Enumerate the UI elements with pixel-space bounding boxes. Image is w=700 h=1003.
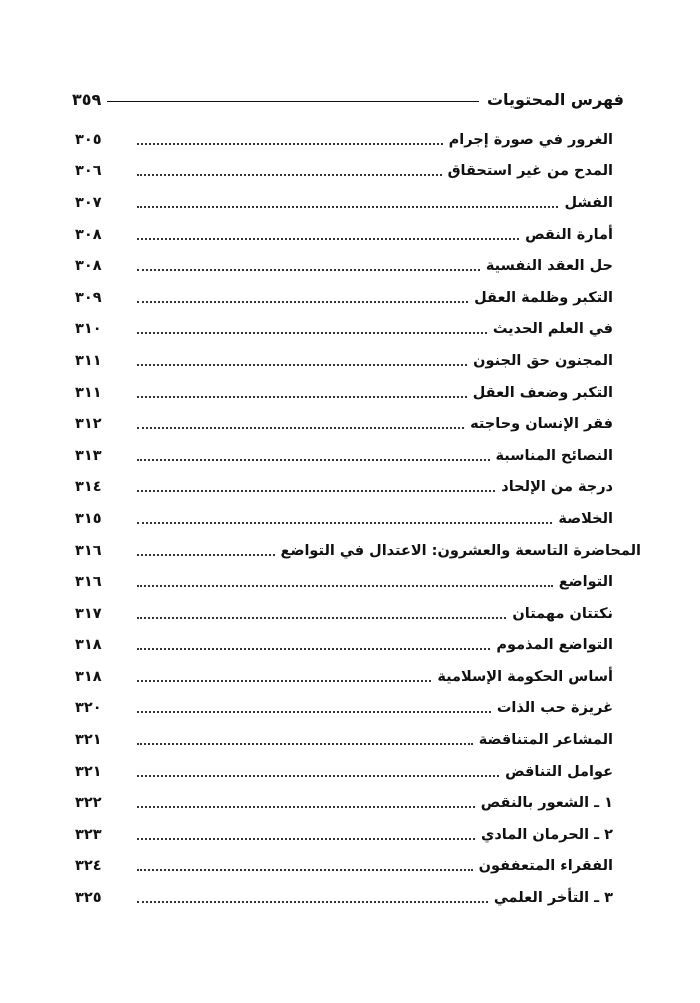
entry-title: المحاضرة التاسعة والعشرون: الاعتدال في التواضع (280, 542, 641, 559)
dot-leader (137, 427, 464, 429)
toc-entry (75, 219, 641, 251)
entry-page-number: ٣١٢ (75, 416, 102, 433)
dot-leader (137, 743, 473, 745)
entry-title: غريزة حب الذات (496, 700, 613, 717)
entry-page-number: ٣٢٣ (75, 826, 102, 843)
dot-leader (137, 585, 553, 587)
toc-entry (75, 630, 641, 662)
entry-title: التكبر وضعف العقل (472, 384, 613, 401)
entry-title: النصائح المناسبة (495, 447, 613, 464)
dot-leader (137, 554, 275, 556)
toc-entry (75, 756, 641, 788)
entry-page-number: ٣٠٨ (75, 226, 102, 243)
dot-leader (137, 206, 558, 208)
toc-entry (75, 819, 641, 851)
dot-leader (137, 711, 491, 713)
entry-page-number: ٣٠٥ (75, 131, 102, 148)
dot-leader (137, 269, 480, 271)
toc-entry (75, 724, 641, 756)
entry-title: أمارة النقص (525, 226, 613, 243)
entry-title: التكبر وظلمة العقل (474, 289, 613, 306)
entry-title: الفقراء المتعففون (478, 858, 613, 875)
entry-page-number: ٣١٠ (75, 321, 102, 338)
table-of-contents (75, 124, 641, 914)
dot-leader (137, 838, 475, 840)
entry-title: أساس الحكومة الإسلامية (437, 668, 613, 685)
dot-leader (137, 617, 506, 619)
dot-leader (137, 648, 490, 650)
toc-entry (75, 282, 641, 314)
toc-entry (75, 408, 641, 440)
entry-page-number: ٣١١ (75, 352, 102, 369)
dot-leader (137, 332, 487, 334)
entry-page-number: ٣١٦ (75, 574, 102, 591)
entry-title: ٢ ـ الحرمان المادي (481, 826, 613, 843)
dot-leader (137, 174, 442, 176)
entry-page-number: ٣١٥ (75, 510, 102, 527)
page-number: ٣٥٩ (72, 89, 102, 109)
dot-leader (137, 522, 552, 524)
toc-entry (75, 187, 641, 219)
dot-leader (137, 143, 443, 145)
toc-entry (75, 566, 641, 598)
toc-entry (75, 851, 641, 883)
toc-entry (75, 882, 641, 914)
dot-leader (137, 301, 468, 303)
entry-page-number: ٣١٧ (75, 605, 102, 622)
toc-entry (75, 440, 641, 472)
dot-leader (137, 901, 488, 903)
entry-page-number: ٣١٦ (75, 542, 102, 559)
entry-page-number: ٣٢٠ (75, 700, 102, 717)
toc-entry (75, 314, 641, 346)
header-title: فهرس المحتويات (486, 89, 624, 109)
entry-page-number: ٣٢١ (75, 763, 102, 780)
toc-entry (75, 787, 641, 819)
entry-title: المجنون حق الجنون (473, 352, 613, 369)
entry-page-number: ٣٠٨ (75, 258, 102, 275)
entry-page-number: ٣٢١ (75, 732, 102, 749)
dot-leader (137, 680, 431, 682)
entry-title: التواضع المذموم (496, 637, 613, 654)
entry-title: المدح من غير استحقاق (447, 163, 613, 180)
dot-leader (137, 238, 519, 240)
entry-title: الفشل (564, 194, 613, 211)
entry-page-number: ٣١٨ (75, 668, 102, 685)
entry-title: حل العقد النفسية (485, 258, 613, 275)
entry-page-number: ٣٢٤ (75, 858, 102, 875)
toc-entry (75, 598, 641, 630)
entry-page-number: ٣١٣ (75, 447, 102, 464)
entry-title: الخلاصة (558, 510, 613, 527)
toc-entry (75, 472, 641, 504)
entry-title: فقر الإنسان وحاجته (470, 416, 613, 433)
toc-entry (75, 156, 641, 188)
dot-leader (137, 396, 467, 398)
entry-title: التواضع (558, 574, 613, 591)
entry-page-number: ٣٢٢ (75, 795, 102, 812)
toc-entry (75, 503, 641, 535)
toc-entry (75, 345, 641, 377)
toc-entry (75, 250, 641, 282)
dot-leader (137, 364, 467, 366)
entry-title: نكتتان مهمتان (512, 605, 613, 622)
dot-leader (137, 869, 473, 871)
entry-title: في العلم الحديث (492, 321, 613, 338)
toc-entry (75, 124, 641, 156)
dot-leader (137, 490, 495, 492)
entry-title: ١ ـ الشعور بالنقص (480, 795, 613, 812)
entry-title: درجة من الإلحاد (501, 479, 613, 496)
running-header (72, 86, 624, 112)
entry-page-number: ٣٠٦ (75, 163, 102, 180)
toc-entry (75, 693, 641, 725)
dot-leader (137, 775, 499, 777)
entry-title: عوامل التناقض (505, 763, 613, 780)
toc-entry (75, 377, 641, 409)
entry-page-number: ٣١٤ (75, 479, 102, 496)
entry-page-number: ٣١٨ (75, 637, 102, 654)
toc-chapter-entry (75, 535, 641, 567)
header-rule (107, 101, 479, 102)
dot-leader (137, 806, 475, 808)
entry-title: ٣ ـ التأخر العلمي (493, 890, 613, 907)
entry-page-number: ٣١١ (75, 384, 102, 401)
entry-title: المشاعر المتناقضة (478, 732, 613, 749)
entry-title: الغرور في صورة إجرام (448, 131, 613, 148)
dot-leader (137, 459, 490, 461)
entry-page-number: ٣٠٩ (75, 289, 102, 306)
toc-entry (75, 661, 641, 693)
entry-page-number: ٣٠٧ (75, 194, 102, 211)
entry-page-number: ٣٢٥ (75, 890, 102, 907)
